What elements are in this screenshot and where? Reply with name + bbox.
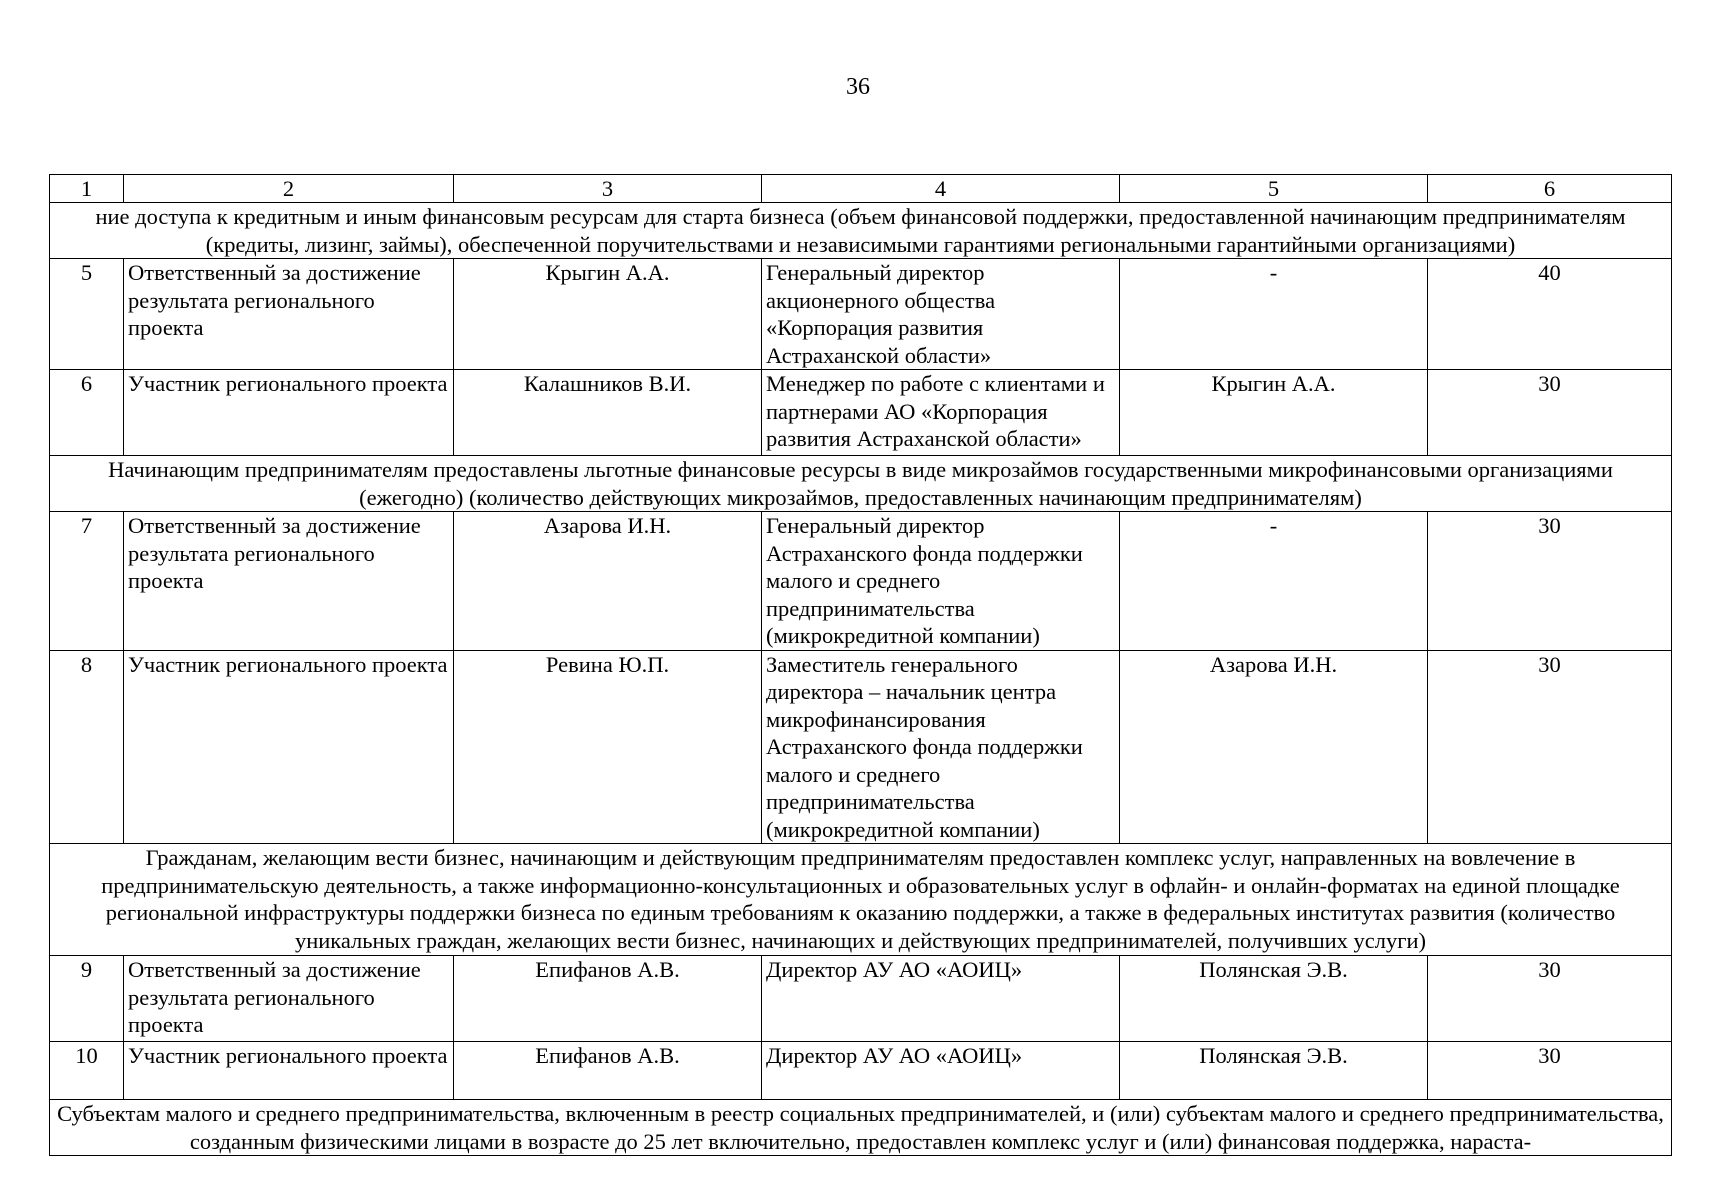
load-cell: 30 <box>1428 512 1672 651</box>
name-cell: Крыгин А.А. <box>454 259 762 370</box>
table-row <box>50 259 1672 370</box>
name-cell: Ревина Ю.П. <box>454 650 762 844</box>
position-cell: Генеральный директор акционерного общества «Корпорация развития Астраханской области» <box>762 259 1120 370</box>
load-cell: 30 <box>1428 370 1672 456</box>
load-cell: 40 <box>1428 259 1672 370</box>
col-header: 3 <box>454 175 762 203</box>
table-row <box>50 650 1672 844</box>
role-cell: Ответственный за достижение результата регионального проекта <box>124 512 454 651</box>
load-cell: 30 <box>1428 956 1672 1042</box>
role-cell: Участник регионального проекта <box>124 1042 454 1100</box>
supervisor-cell: - <box>1120 512 1428 651</box>
role-cell: Ответственный за достижение результата регионального проекта <box>124 259 454 370</box>
name-cell: Калашников В.И. <box>454 370 762 456</box>
table-row <box>50 370 1672 456</box>
section-text: Гражданам, желающим вести бизнес, начинающим и действующим предпринимателям предоставлен комплекс услуг, направленных на вовлечение в предпринимательскую деятельность, а также информационно-консультационных и образовательных услуг в офлайн- и онлайн-форматах на единой площадке региональной инфраструктуры поддержки бизнеса по единым требованиям к оказанию поддержки, а также в федеральных институтах развития (количество уникальных граждан, желающих вести бизнес, начинающих и действующих предпринимателей, получивших услуги) <box>50 844 1672 956</box>
col-header: 4 <box>762 175 1120 203</box>
page-number: 36 <box>846 74 870 100</box>
table-row <box>50 956 1672 1042</box>
role-cell: Участник регионального проекта <box>124 650 454 844</box>
position-cell: Заместитель генерального директора – начальник центра микрофинансирования Астраханского фонда поддержки малого и среднего предпринимательства (микрокредитной компании) <box>762 650 1120 844</box>
supervisor-cell: - <box>1120 259 1428 370</box>
row-number: 9 <box>50 956 124 1042</box>
col-header: 1 <box>50 175 124 203</box>
section-row <box>50 844 1672 956</box>
row-number: 7 <box>50 512 124 651</box>
col-header: 6 <box>1428 175 1672 203</box>
section-text: ние доступа к кредитным и иным финансовым ресурсам для старта бизнеса (объем финансовой поддержки, предоставленной начинающим предпринимателям (кредиты, лизинг, займы), обеспеченной поручительствами и независимыми гарантиями региональными гарантийными организациями) <box>50 203 1672 259</box>
section-text: Субъектам малого и среднего предпринимательства, включенным в реестр социальных предпринимателей, и (или) субъектам малого и среднего предпринимательства, созданным физическими лицами в возрасте до 25 лет включительно, предоставлен комплекс услуг и (или) финансовая поддержка, нараста- <box>50 1100 1672 1156</box>
section-row <box>50 1100 1672 1156</box>
row-number: 10 <box>50 1042 124 1100</box>
col-header: 5 <box>1120 175 1428 203</box>
position-cell: Генеральный директор Астраханского фонда поддержки малого и среднего предпринимательства (микрокредитной компании) <box>762 512 1120 651</box>
supervisor-cell: Полянская Э.В. <box>1120 1042 1428 1100</box>
position-cell: Директор АУ АО «АОИЦ» <box>762 956 1120 1042</box>
responsibility-table <box>49 174 1672 1156</box>
section-text: Начинающим предпринимателям предоставлены льготные финансовые ресурсы в виде микрозаймов государственными микрофинансовыми организациями (ежегодно) (количество действующих микрозаймов, предоставленных начинающим предпринимателям) <box>50 456 1672 512</box>
col-header: 2 <box>124 175 454 203</box>
load-cell: 30 <box>1428 1042 1672 1100</box>
section-row <box>50 456 1672 512</box>
supervisor-cell: Полянская Э.В. <box>1120 956 1428 1042</box>
row-number: 5 <box>50 259 124 370</box>
role-cell: Ответственный за достижение результата регионального проекта <box>124 956 454 1042</box>
name-cell: Епифанов А.В. <box>454 1042 762 1100</box>
role-cell: Участник регионального проекта <box>124 370 454 456</box>
load-cell: 30 <box>1428 650 1672 844</box>
position-cell: Директор АУ АО «АОИЦ» <box>762 1042 1120 1100</box>
row-number: 8 <box>50 650 124 844</box>
supervisor-cell: Азарова И.Н. <box>1120 650 1428 844</box>
table-row <box>50 512 1672 651</box>
section-row <box>50 203 1672 259</box>
name-cell: Азарова И.Н. <box>454 512 762 651</box>
row-number: 6 <box>50 370 124 456</box>
name-cell: Епифанов А.В. <box>454 956 762 1042</box>
column-number-row <box>50 175 1672 203</box>
supervisor-cell: Крыгин А.А. <box>1120 370 1428 456</box>
table-row <box>50 1042 1672 1100</box>
position-cell: Менеджер по работе с клиентами и партнерами АО «Корпорация развития Астраханской области» <box>762 370 1120 456</box>
